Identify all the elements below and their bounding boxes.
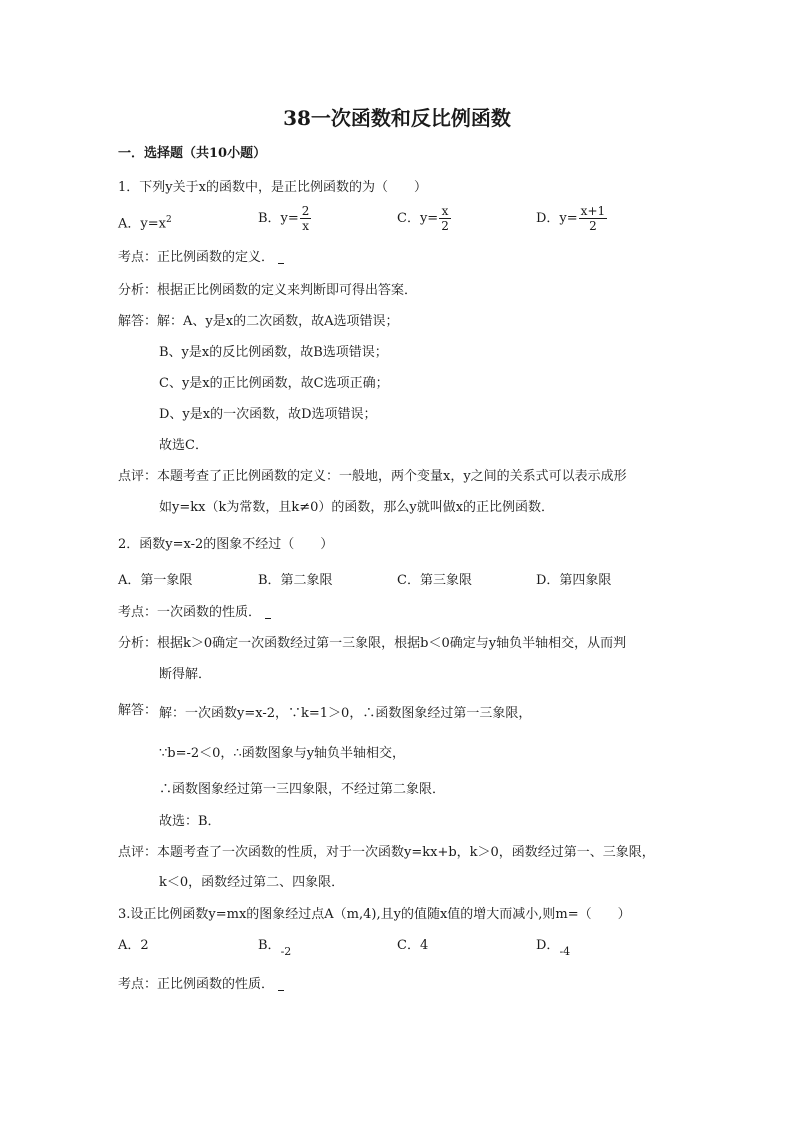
q1-jieda-line-2: B、y是x的反比例函数，故B选项错误；: [159, 345, 388, 360]
question-1-stem: 1．下列y关于x的函数中，是正比例函数的为（ ）: [118, 180, 427, 195]
q1-b-denominator: x: [302, 219, 309, 233]
page-title: 38一次函数和反比例函数: [283, 106, 511, 130]
question-3-stem: 3.设正比例函数y=mx的图象经过点A（m,4),且y的值随x值的增大而减小,则m=（ ）: [118, 907, 631, 922]
q3-kaodian-mark: [278, 989, 284, 991]
q2-fenxi-line-2: 断得解．: [159, 667, 212, 682]
q2-jieda-line-3: ∴函数图象经过第一三四象限，不经过第二象限．: [159, 782, 446, 797]
q3-option-c: C．4: [397, 938, 429, 953]
q1-option-d-fraction: [579, 204, 607, 233]
section-heading: 一．选择题（共10小题）: [118, 146, 267, 161]
q2-kaodian: [118, 605, 271, 621]
q1-option-c-fraction: [439, 204, 451, 233]
q2-kaodian-mark: [265, 617, 271, 619]
q1-c-numerator: x: [439, 204, 451, 219]
q3-option-d-value: -4: [559, 945, 571, 958]
q1-jieda-line-1: 解答：解：A、y是x的二次函数，故A选项错误；: [118, 314, 399, 329]
q3-option-d: [536, 938, 571, 958]
q2-jieda-line-4: 故选：B．: [159, 814, 221, 829]
q3-option-b-label: B．: [258, 938, 281, 953]
q2-jieda-line-1: 解：一次函数y=x-2，∵k=1＞0，∴函数图象经过第一三象限，: [159, 706, 532, 721]
q3-option-b-value: -2: [280, 945, 292, 958]
q1-c-denominator: 2: [441, 219, 449, 233]
q1-option-b-text: B．y=: [258, 211, 299, 226]
q1-option-a-exponent: 2: [165, 215, 172, 225]
q1-option-d-text: D．y=: [536, 211, 578, 226]
q1-fenxi: 分析：根据正比例函数的定义来判断即可得出答案．: [118, 283, 418, 298]
q1-d-denominator: 2: [589, 219, 597, 233]
q1-option-a-text: A．y=x: [118, 216, 166, 232]
q3-option-a: A．2: [118, 938, 149, 953]
q1-option-d: [536, 204, 607, 233]
q1-kaodian-text: 考点：正比例函数的定义．: [118, 250, 275, 265]
q3-option-d-label: D．: [536, 938, 560, 953]
q2-option-c: C．第三象限: [397, 573, 472, 588]
question-2-stem: 2．函数y=x-2的图象不经过（ ）: [118, 537, 334, 552]
q1-jieda-line-5: 故选C．: [159, 438, 208, 453]
q1-option-b: [258, 204, 311, 233]
q2-option-a: A．第一象限: [118, 573, 193, 588]
q3-kaodian-text: 考点：正比例函数的性质．: [118, 977, 275, 992]
q1-jieda-line-4: D、y是x的一次函数，故D选项错误；: [159, 407, 377, 422]
q3-option-b: [258, 938, 292, 958]
q2-kaodian-text: 考点：一次函数的性质．: [118, 605, 262, 620]
q1-option-c-text: C．y=: [397, 211, 439, 226]
q2-fenxi-line-1: 分析：根据k＞0确定一次函数经过第一三象限，根据b＜0确定与y轴负半轴相交，从而判: [118, 636, 627, 651]
q2-option-d: D．第四象限: [536, 573, 612, 588]
q3-kaodian: [118, 977, 284, 993]
q1-dianping-line-2: 如y=kx（k为常数，且k≠0）的函数，那么y就叫做x的正比例函数．: [159, 500, 555, 515]
q1-dianping-line-1: 点评：本题考查了正比例函数的定义：一般地，两个变量x，y之间的关系式可以表示成形: [118, 469, 627, 484]
q2-dianping-line-1: 点评：本题考查了一次函数的性质，对于一次函数y=kx+b，k＞0，函数经过第一、三象限，: [118, 845, 655, 860]
q1-b-numerator: 2: [301, 204, 310, 218]
q1-option-b-fraction: [300, 204, 312, 233]
q1-kaodian-mark: [278, 262, 284, 264]
q2-jieda-line-2: ∵b=-2＜0，∴函数图象与y轴负半轴相交，: [159, 746, 406, 761]
q1-kaodian: [118, 250, 284, 266]
q1-option-a: [118, 212, 172, 232]
q2-dianping-line-2: k＜0，函数经过第二、四象限．: [159, 875, 345, 890]
q1-jieda-line-3: C、y是x的正比例函数，故C选项正确；: [159, 376, 389, 391]
q2-option-b: B．第二象限: [258, 573, 333, 588]
q2-jieda-label: 解答：: [118, 703, 158, 718]
q1-d-numerator: x+1: [580, 204, 606, 218]
q1-option-c: [397, 204, 451, 233]
